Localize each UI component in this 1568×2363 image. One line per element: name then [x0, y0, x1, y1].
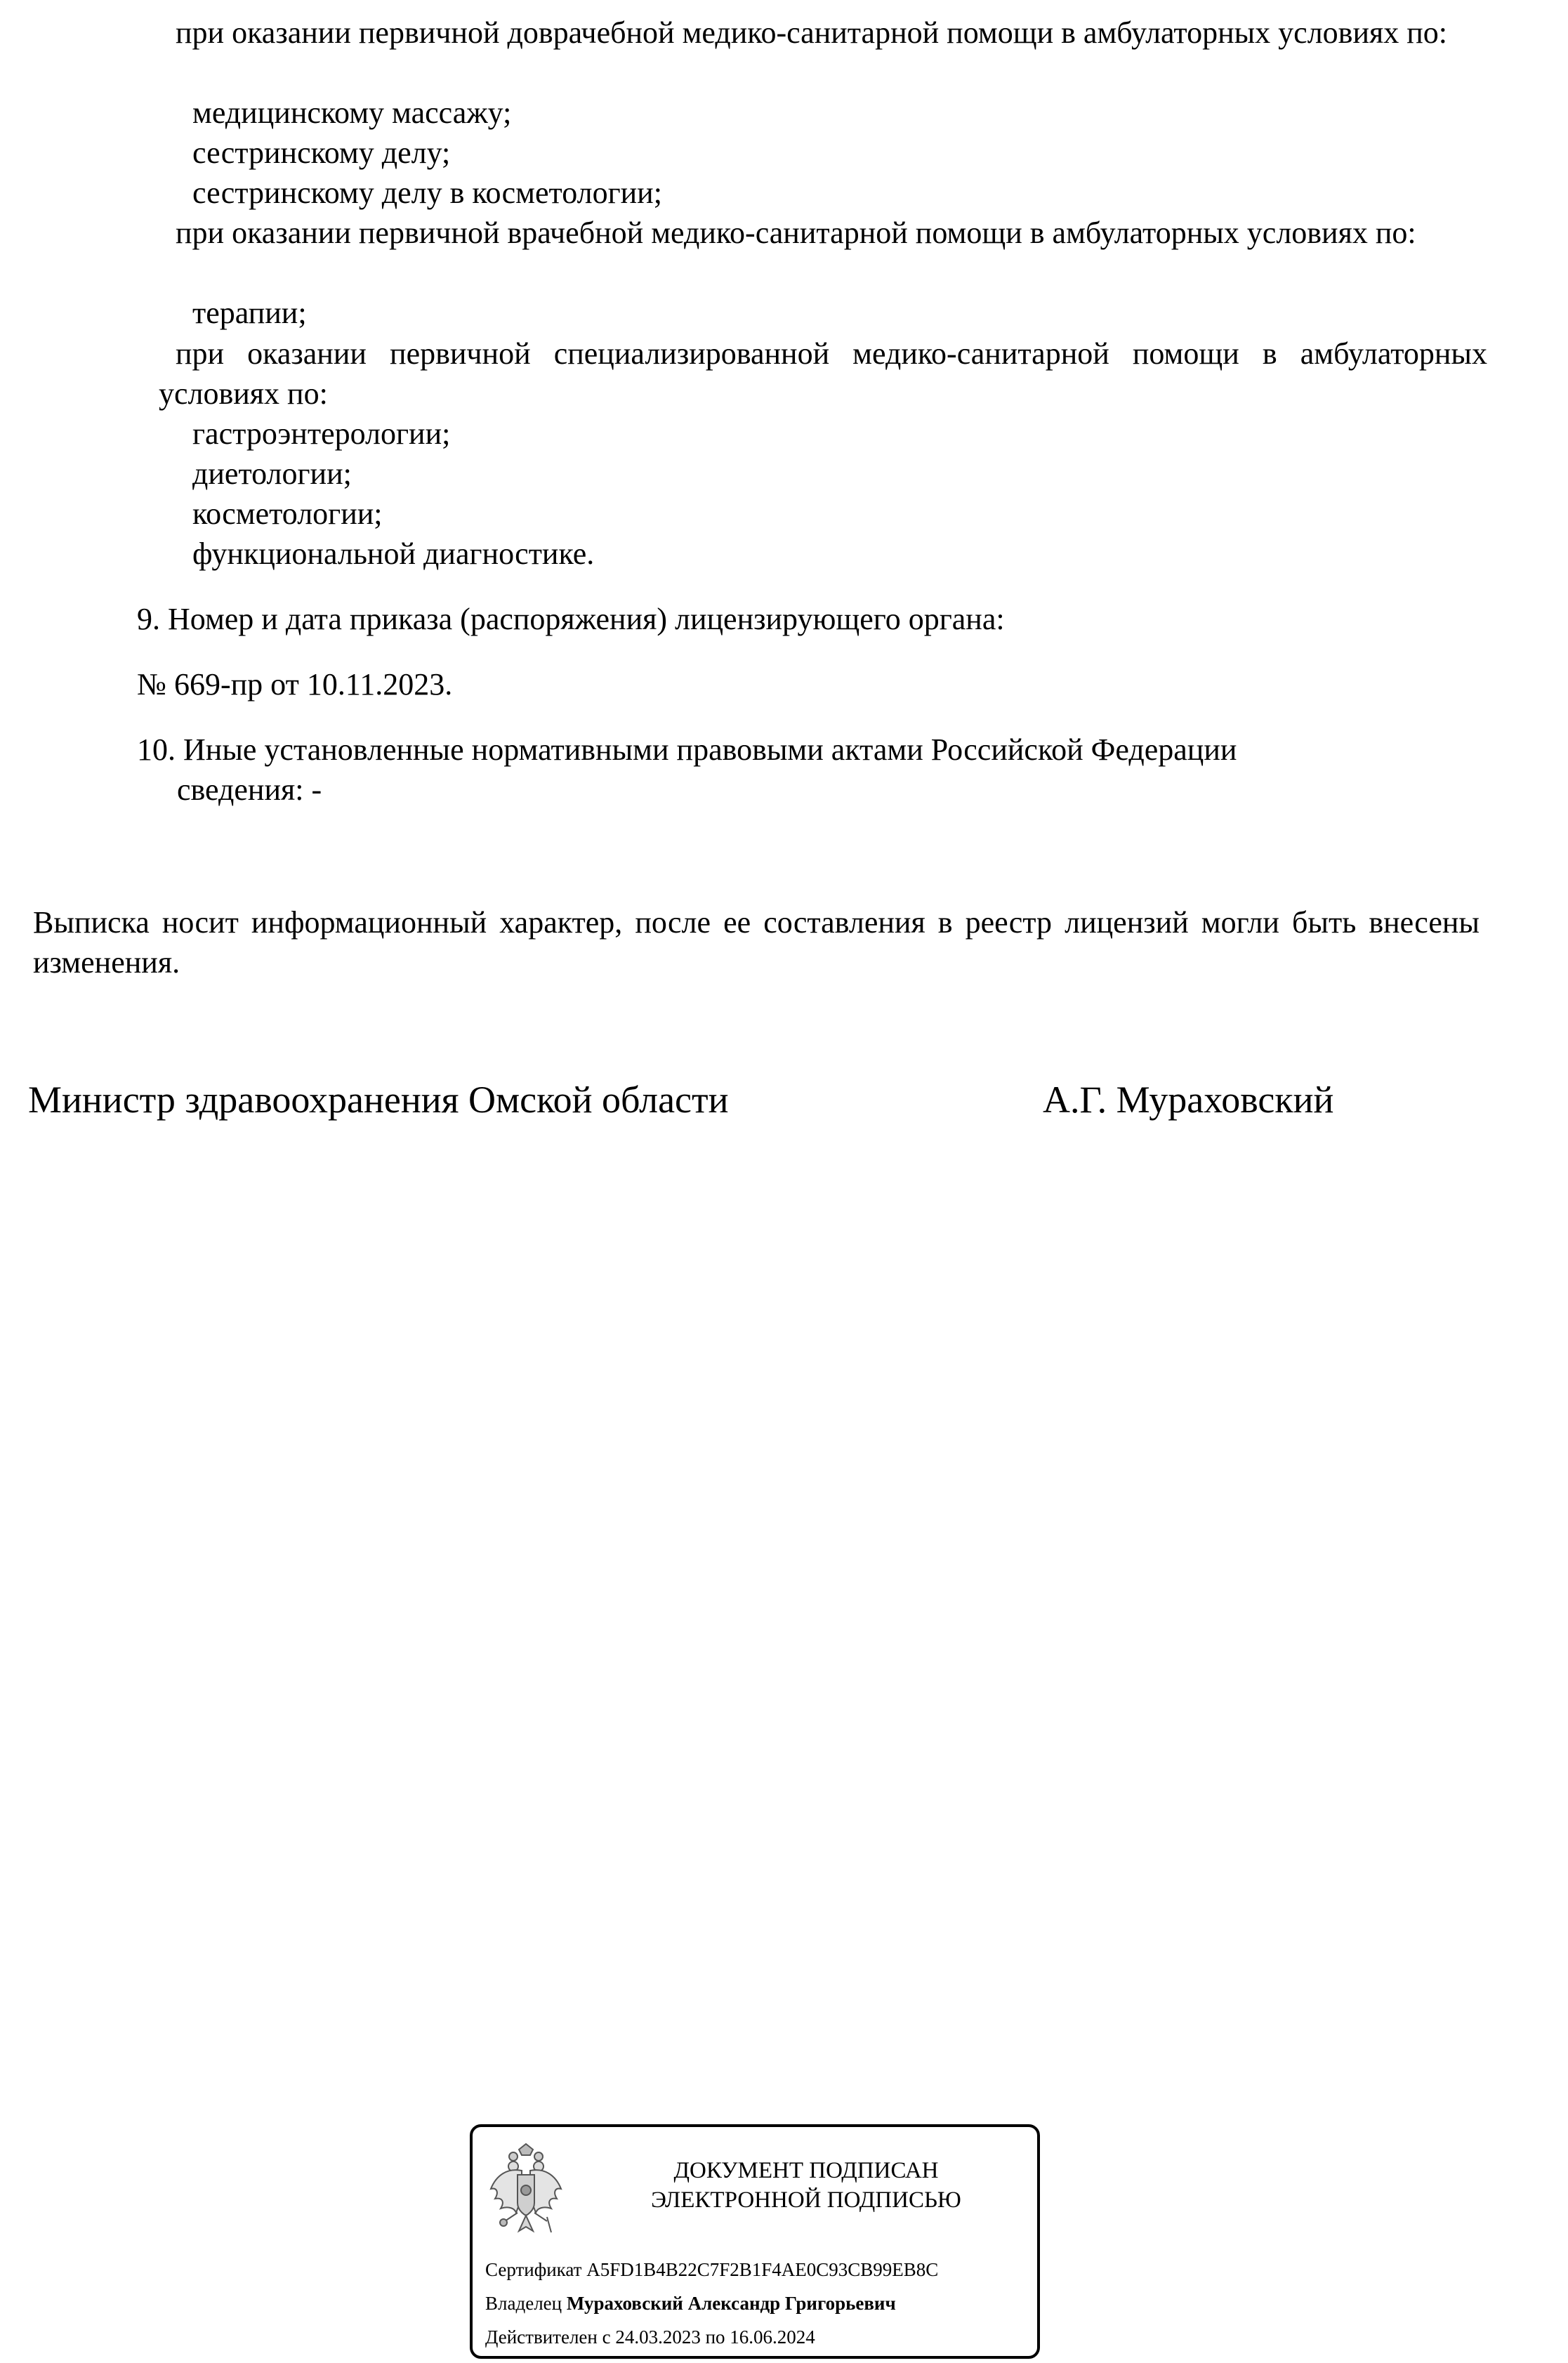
sec8-block1-intro: при оказании первичной доврачебной медико-санитарной помощи в амбулаторных условиях по: [176, 15, 1448, 50]
stamp-owner [485, 2291, 896, 2315]
section-9-label: 9. Номер и дата приказа (распоряжения) лицензирующего органа: [137, 602, 1005, 636]
signature-stamp [470, 2124, 1040, 2359]
stamp-certificate [485, 2258, 938, 2282]
disclaimer: Выписка носит информационный характер, после ее составления в реестр лицензий могли быть внесены изменения. [33, 905, 1480, 980]
section-9-value: № 669-пр от 10.11.2023. [137, 667, 453, 702]
sec8-block3-item: функциональной диагностике. [192, 537, 595, 571]
section-10-line2: сведения: - [177, 772, 322, 807]
owner-label: Владелец [485, 2293, 562, 2314]
sec8-block3-intro: при оказании первичной специализированной медико-санитарной помощи в амбулаторных условиях по: [159, 336, 1487, 411]
coat-of-arms-icon [487, 2143, 565, 2246]
sec8-block1-item: сестринскому делу в косметологии; [192, 176, 662, 210]
stamp-validity: Действителен с 24.03.2023 по 16.06.2024 [485, 2326, 815, 2348]
stamp-title-line2: ЭЛЕКТРОННОЙ ПОДПИСЬЮ [651, 2187, 961, 2213]
sec8-block2-intro: при оказании первичной врачебной медико-санитарной помощи в амбулаторных условиях по: [176, 216, 1416, 250]
stamp-title-line1: ДОКУМЕНТ ПОДПИСАН [673, 2158, 939, 2183]
section-10-line1: 10. Иные установленные нормативными правовыми актами Российской Федерации [137, 732, 1237, 767]
owner-value: Мураховский Александр Григорьевич [566, 2293, 896, 2314]
signatory-title: Министр здравоохранения Омской области [28, 1079, 729, 1121]
sec8-block3-item: диетологии; [192, 456, 352, 491]
certificate-value: A5FD1B4B22C7F2B1F4AE0C93CB99EB8C [586, 2259, 939, 2280]
sec8-block2-item: терапии; [192, 296, 307, 330]
sec8-block3-item: гастроэнтерологии; [192, 416, 451, 451]
sec8-block1-item: сестринскому делу; [192, 136, 451, 170]
sec8-block1-item: медицинскому массажу; [192, 96, 512, 130]
signatory-name: А.Г. Мураховский [1043, 1079, 1334, 1121]
sec8-block3-item: косметологии; [192, 496, 383, 531]
certificate-label: Сертификат [485, 2259, 582, 2280]
